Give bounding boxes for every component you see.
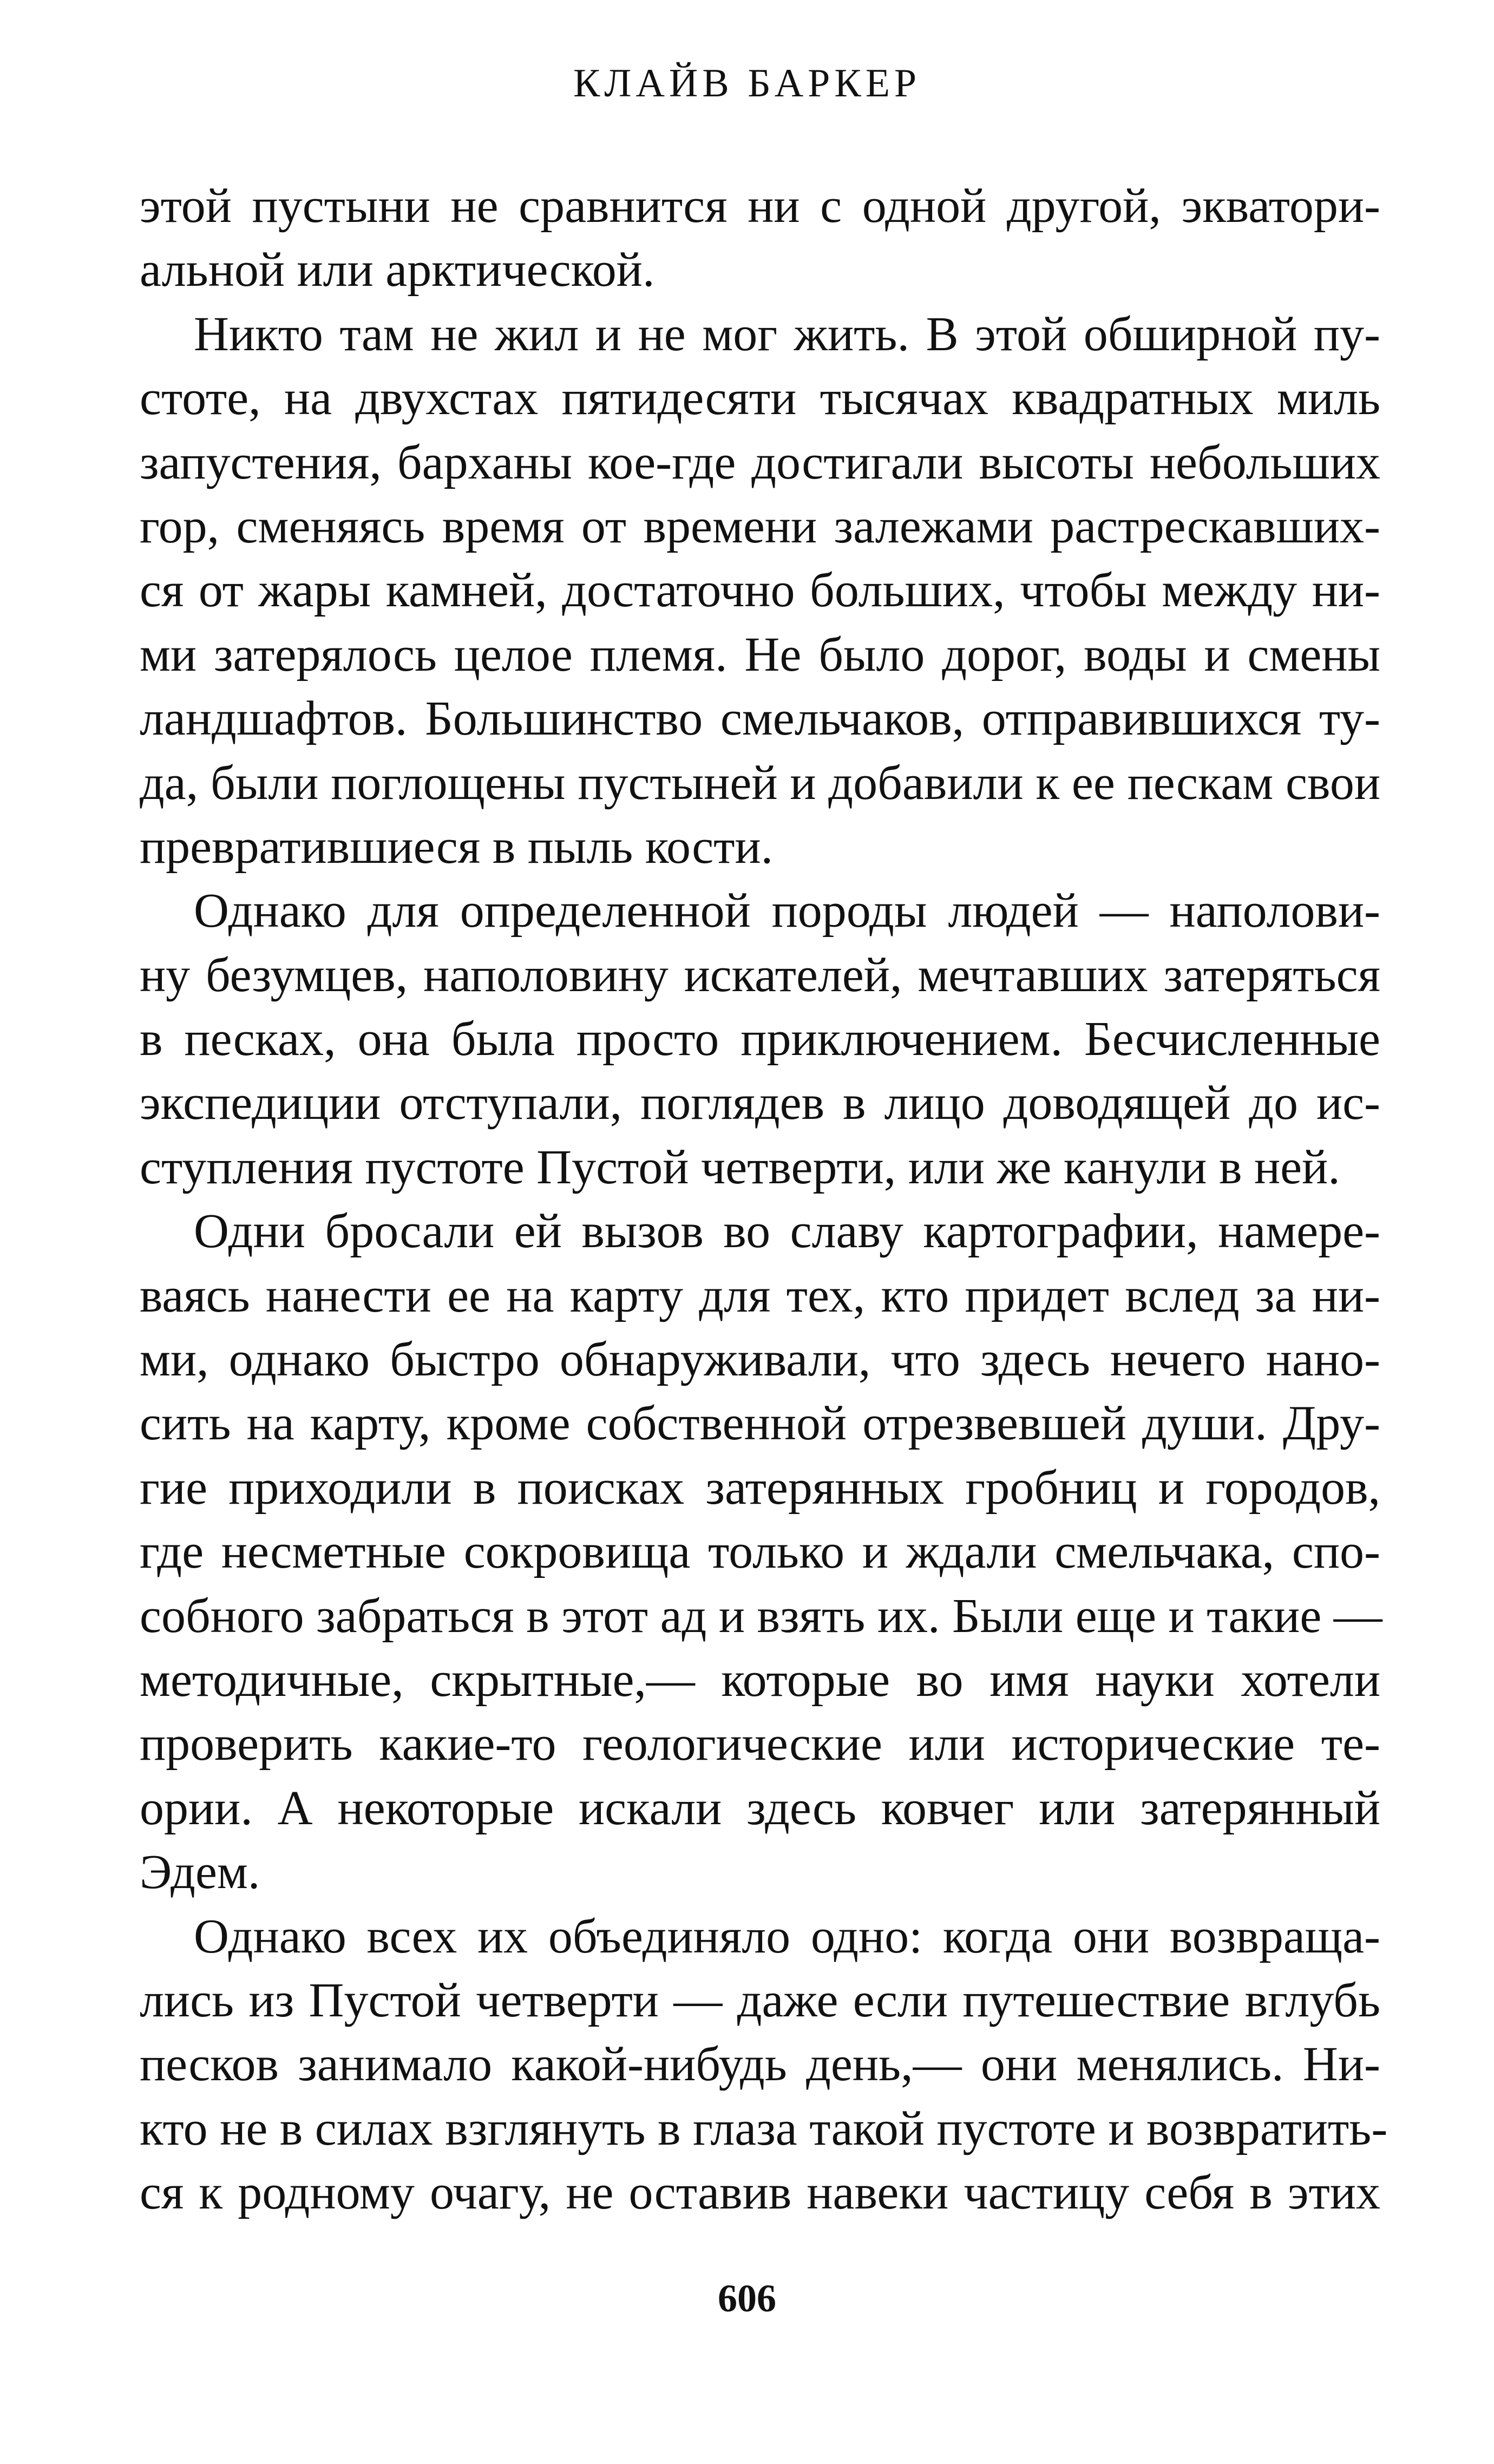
text-line: этой пустыни не сравнится ни с одной другой, экватори- [140, 179, 1380, 233]
running-header: КЛАЙВ БАРКЕР [573, 61, 921, 106]
text-line: ландшафтов. Большинство смельчаков, отправившихся ту- [140, 692, 1380, 746]
text-line: ми затерялось целое племя. Не было дорог, воды и смены [140, 627, 1380, 681]
text-line: ории. А некоторые искали здесь ковчег или затерянный [140, 1781, 1380, 1835]
text-line: Никто там не жил и не мог жить. В этой обширной пу- [194, 307, 1380, 361]
text-line: проверить какие-то геологические или исторические те- [140, 1717, 1380, 1771]
text-line: запустения, барханы кое-где достигали высоты небольших [140, 435, 1380, 489]
text-line: стоте, на двухстах пятидесяти тысячах квадратных миль [140, 371, 1380, 425]
text-line: методичные, скрытные,— которые во имя науки хотели [140, 1653, 1380, 1707]
text-line: кто не в силах взглянуть в глаза такой пустоте и возвратить- [140, 2101, 1388, 2155]
text-line: Однако для определенной породы людей — наполови- [194, 884, 1380, 938]
text-line: Эдем. [140, 1845, 260, 1899]
text-line: ся от жары камней, достаточно больших, чтобы между ни- [140, 563, 1380, 618]
page-number: 606 [718, 2277, 776, 2320]
text-line: экспедиции отступали, поглядев в лицо доводящей до ис- [140, 1076, 1380, 1130]
text-line: ну безумцев, наполовину искателей, мечтавших затеряться [140, 948, 1380, 1002]
text-line: ся к родному очагу, не оставив навеки частицу себя в этих [140, 2166, 1380, 2220]
text-line: собного забраться в этот ад и взять их. Были еще и такие — [140, 1589, 1382, 1643]
text-line: в песках, она была просто приключением. Бесчисленные [140, 1012, 1380, 1066]
text-line: превратившиеся в пыль кости. [140, 820, 774, 874]
text-line: лись из Пустой четверти — даже если путешествие вглубь [140, 1973, 1380, 2027]
text-line: ступления пустоте Пустой четверти, или же канули в ней. [140, 1140, 1340, 1194]
text-line: сить на карту, кроме собственной отрезвевшей души. Дру- [140, 1397, 1380, 1451]
text-line: Одни бросали ей вызов во славу картографии, намере- [194, 1204, 1380, 1259]
text-line: гие приходили в поисках затерянных гробниц и городов, [140, 1460, 1380, 1515]
text-line: да, были поглощены пустыней и добавили к ее пескам свои [140, 756, 1380, 810]
text-line: ваясь нанести ее на карту для тех, кто придет вслед за ни- [140, 1268, 1380, 1322]
body-text [140, 174, 1388, 2225]
text-line: альной или арктической. [140, 243, 655, 297]
text-line: где несметные сокровища только и ждали смельчака, спо- [140, 1525, 1380, 1579]
text-line: песков занимало какой-нибудь день,— они менялись. Ни- [140, 2037, 1380, 2092]
text-line: ми, однако быстро обнаруживали, что здесь нечего нано- [140, 1333, 1380, 1387]
text-line: гор, сменяясь время от времени залежами растрескавших- [140, 499, 1380, 553]
text-line: Однако всех их объединяло одно: когда они возвраща- [194, 1909, 1380, 1963]
